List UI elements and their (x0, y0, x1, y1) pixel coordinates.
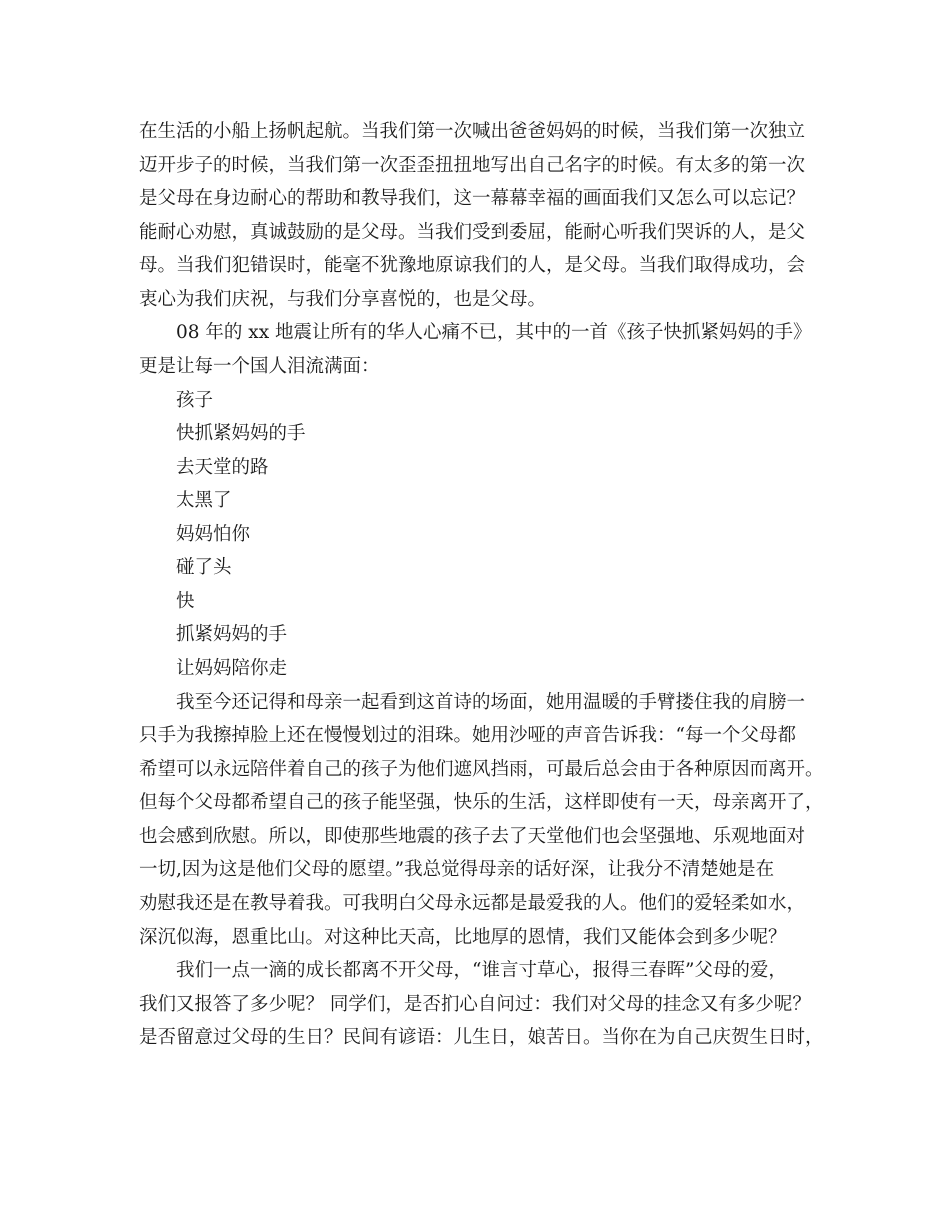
paragraph-line: 母。当我们犯错误时，能毫不犹豫地原谅我们的人，是父母。当我们取得成功，会 (139, 255, 806, 276)
paragraph-line: 也会感到欣慰。所以，即使那些地震的孩子去了天堂他们也会坚强地、乐观地面对 (139, 826, 806, 847)
paragraph-line: 是父母在身边耐心的帮助和教导我们，这一幕幕幸福的画面我们又怎么可以忘记？ (139, 188, 806, 209)
paragraph-line: 迈开步子的时候，当我们第一次歪歪扭扭地写出自己名字的时候。有太多的第一次 (139, 155, 806, 176)
poem-line: 快抓紧妈妈的手 (176, 423, 306, 444)
poem-line: 快 (176, 591, 195, 612)
poem-line: 孩子 (176, 390, 214, 411)
paragraph-line: 一切,因为这是他们父母的愿望。”我总觉得母亲的话好深，让我分不清楚她是在 (139, 859, 775, 880)
paragraph-line: 能耐心劝慰，真诚鼓励的是父母。当我们受到委屈，能耐心听我们哭诉的人，是父 (139, 222, 806, 243)
paragraph-line: 只手为我擦掉脸上还在慢慢划过的泪珠。她用沙哑的声音告诉我：“每一个父母都 (139, 725, 796, 746)
paragraph-line: 我至今还记得和母亲一起看到这首诗的场面，她用温暖的手臂搂住我的肩膀一 (176, 692, 806, 713)
paragraph-line: 劝慰我还是在教导着我。可我明白父母永远都是最爱我的人。他们的爱轻柔如水， (139, 893, 806, 914)
paragraph-line: 08 年的 xx 地震让所有的华人心痛不已，其中的一首《孩子快抓紧妈妈的手》 (176, 322, 812, 343)
paragraph-line: 希望可以永远陪伴着自己的孩子为他们遮风挡雨，可最后总会由于各种原因而离开。 (139, 759, 824, 780)
poem-line: 让妈妈陪你走 (176, 658, 288, 679)
paragraph-line: 衷心为我们庆祝，与我们分享喜悦的，也是父母。 (139, 289, 547, 310)
poem-line: 妈妈怕你 (176, 524, 251, 545)
poem-line: 抓紧妈妈的手 (176, 624, 288, 645)
paragraph-line: 更是让每一个国人泪流满面： (139, 356, 380, 377)
paragraph-line: 我们又报答了多少呢？ 同学们，是否扪心自问过：我们对父母的挂念又有多少呢？ (139, 994, 811, 1015)
poem-line: 去天堂的路 (176, 457, 269, 478)
paragraph-line: 在生活的小船上扬帆起航。当我们第一次喊出爸爸妈妈的时候，当我们第一次独立 (139, 121, 806, 142)
paragraph-line: 但每个父母都希望自己的孩子能坚强，快乐的生活，这样即使有一天，母亲离开了， (139, 792, 824, 813)
paragraph-line: 是否留意过父母的生日？民间有谚语：儿生日，娘苦日。当你在为自己庆贺生日时， (139, 1027, 824, 1048)
poem-line: 太黑了 (176, 490, 232, 511)
paragraph-line: 我们一点一滴的成长都离不开父母，“谁言寸草心，报得三春晖”父母的爱， (176, 960, 787, 981)
paragraph-line: 深沉似海，恩重比山。对这种比天高，比地厚的恩情，我们又能体会到多少呢？ (139, 927, 787, 948)
poem-line: 碰了头 (176, 557, 232, 578)
